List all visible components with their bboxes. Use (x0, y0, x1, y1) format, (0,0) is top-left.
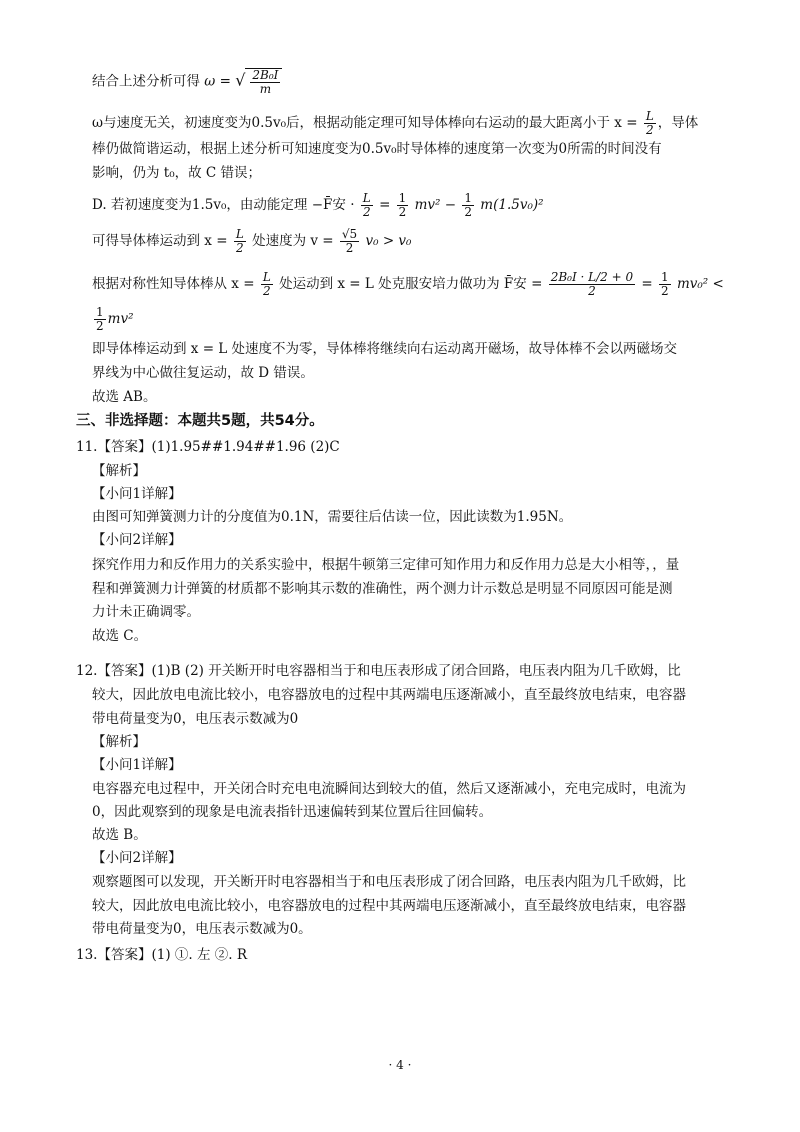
text: 处运动到 x = L 处克服安培力做功为 F̄安 = (279, 276, 543, 292)
q12-sub1-text-1: 电容器充电过程中，开关闭合时充电电流瞬间达到较大的值，然后又逐渐减小，充电完成时，电流为 (92, 781, 686, 797)
fraction (94, 306, 106, 333)
line-5 (92, 192, 544, 219)
fraction (644, 110, 656, 137)
fraction (397, 192, 409, 219)
frac-num: 2B₀I (252, 68, 279, 82)
q12-answer: 12.【答案】(1)B (2) 开关断开时电容器相当于和电压表形成了闭合回路，电压表内阻为几千欧姆，比 (76, 663, 681, 679)
frac-den: 2 (96, 319, 104, 333)
line-2 (92, 110, 698, 137)
fraction (261, 271, 273, 298)
line-11: 故选 AB。 (92, 389, 157, 405)
q11-analysis-label: 【解析】 (92, 463, 146, 479)
q11-sub2-text-2: 程和弹簧测力计弹簧的材质都不影响其示数的准确性，两个测力计示数总是明显不同原因可能是测 (92, 581, 673, 597)
fraction (549, 271, 635, 298)
line-4: 影响，仍为 t₀，故 C 错误； (92, 165, 262, 181)
line-1: 结合上述分析可得 ω = √ $\frac{\text{2B₀I}}{m}$ (92, 68, 282, 96)
fraction (234, 228, 246, 255)
text: = (379, 197, 391, 213)
fraction (361, 192, 373, 219)
q11-sub2-text-3: 力计未正确调零。 (92, 604, 200, 620)
page-number: · 4 · (388, 1058, 412, 1072)
text: 结合上述分析可得 (92, 73, 200, 90)
text: mv₀² < (676, 276, 724, 292)
q11-sub2-text-4: 故选 C。 (92, 628, 148, 644)
q12-sub1-label: 【小问1详解】 (92, 757, 182, 773)
q11-sub1-label: 【小问1详解】 (92, 486, 182, 502)
sqrt-fraction (245, 68, 282, 96)
fraction (462, 192, 474, 219)
frac-num: 2B₀I · L/2 + 0 (550, 270, 634, 284)
line-3: 棒仍做简谐运动，根据上述分析可知速度变为0.5v₀时导体棒的速度第一次变为0所需的时间没有 (92, 141, 662, 157)
frac-den: 2 (362, 205, 371, 219)
q12-answer-2: 较大，因此放电电流比较小，电容器放电的过程中其两端电压逐渐减小，直至最终放电结束，电容器 (92, 687, 686, 703)
fraction (659, 271, 671, 298)
q12-sub2-text-1: 观察题图可以发现，开关断开时电容器相当于和电压表形成了闭合回路，电压表内阻为几千欧姆，比 (92, 874, 686, 890)
frac-num: L (645, 109, 654, 123)
line-7 (92, 271, 724, 298)
text: m(1.5v₀)² (480, 197, 544, 213)
frac-den: 2 (345, 241, 354, 255)
q12-sub1-text-2: 0，因此观察到的现象是电流表指针迅速偏转到某位置后往回偏转。 (92, 804, 493, 820)
text: mv² − (414, 197, 457, 213)
q13-answer: 13.【答案】(1) ①. 左 ②. R (76, 947, 248, 963)
frac-den: 2 (398, 205, 407, 219)
text: 处速度为 v = (252, 233, 334, 249)
frac-den: 2 (645, 123, 654, 137)
frac-num: L (235, 227, 244, 241)
line-10: 界线为中心做往复运动，故 D 错误。 (92, 365, 314, 381)
frac-num: 1 (96, 305, 104, 319)
q12-sub2-text-2: 较大，因此放电电流比较小，电容器放电的过程中其两端电压逐渐减小，直至最终放电结束，电容器 (92, 898, 686, 914)
q12-sub1-text-3: 故选 B。 (92, 827, 147, 843)
q12-sub2-text-3: 带电荷量变为0，电压表示数减为0。 (92, 921, 312, 937)
frac-num: √5 (341, 227, 358, 241)
q11-sub2-text-1: 探究作用力和反作用力的关系实验中，根据牛顿第三定律可知作用力和反作用力总是大小相等，，量 (92, 557, 680, 573)
frac-num: 1 (661, 270, 669, 284)
text: ，导体 (657, 115, 699, 131)
q12-analysis-label: 【解析】 (92, 734, 146, 750)
text: mv² (107, 311, 134, 327)
frac-den: 2 (235, 241, 244, 255)
frac-num: 1 (464, 191, 472, 205)
frac-num: L (362, 191, 371, 205)
text: ω与速度无关，初速度变为0.5v₀后，根据动能定理可知导体棒向右运动的最大距离小于 x = (92, 115, 638, 131)
frac-num: 1 (398, 191, 407, 205)
frac-den: 2 (464, 205, 472, 219)
line-8 (92, 306, 133, 333)
text: v₀ > v₀ (365, 233, 412, 249)
formula-lhs: ω = (204, 73, 231, 90)
fraction (340, 228, 359, 255)
text: 根据对称性知导体棒从 x = (92, 276, 255, 292)
frac-num: L (262, 270, 271, 284)
frac-den: 2 (661, 284, 669, 298)
frac-den: 2 (588, 284, 596, 298)
text: 可得导体棒运动到 x = (92, 233, 228, 249)
text: = (641, 276, 653, 292)
q11-sub1-text: 由图可知弹簧测力计的分度值为0.1N，需要往后估读一位，因此读数为1.95N。 (92, 509, 573, 525)
section-heading: 三、非选择题：本题共5题，共54分。 (76, 413, 324, 429)
line-9: 即导体棒运动到 x = L 处速度不为零，导体棒将继续向右运动离开磁场，故导体棒不会以两磁场交 (92, 341, 678, 357)
frac-den: 2 (262, 284, 271, 298)
frac-den: m (259, 82, 272, 96)
text: D. 若初速度变为1.5v₀，由动能定理 −F̄安 · (92, 197, 355, 213)
line-6 (92, 228, 411, 255)
q12-sub2-label: 【小问2详解】 (92, 850, 182, 866)
q11-sub2-label: 【小问2详解】 (92, 532, 182, 548)
q11-answer: 11.【答案】(1)1.95##1.94##1.96 (2)C (76, 439, 340, 455)
q12-answer-3: 带电荷量变为0，电压表示数减为0 (92, 711, 299, 727)
